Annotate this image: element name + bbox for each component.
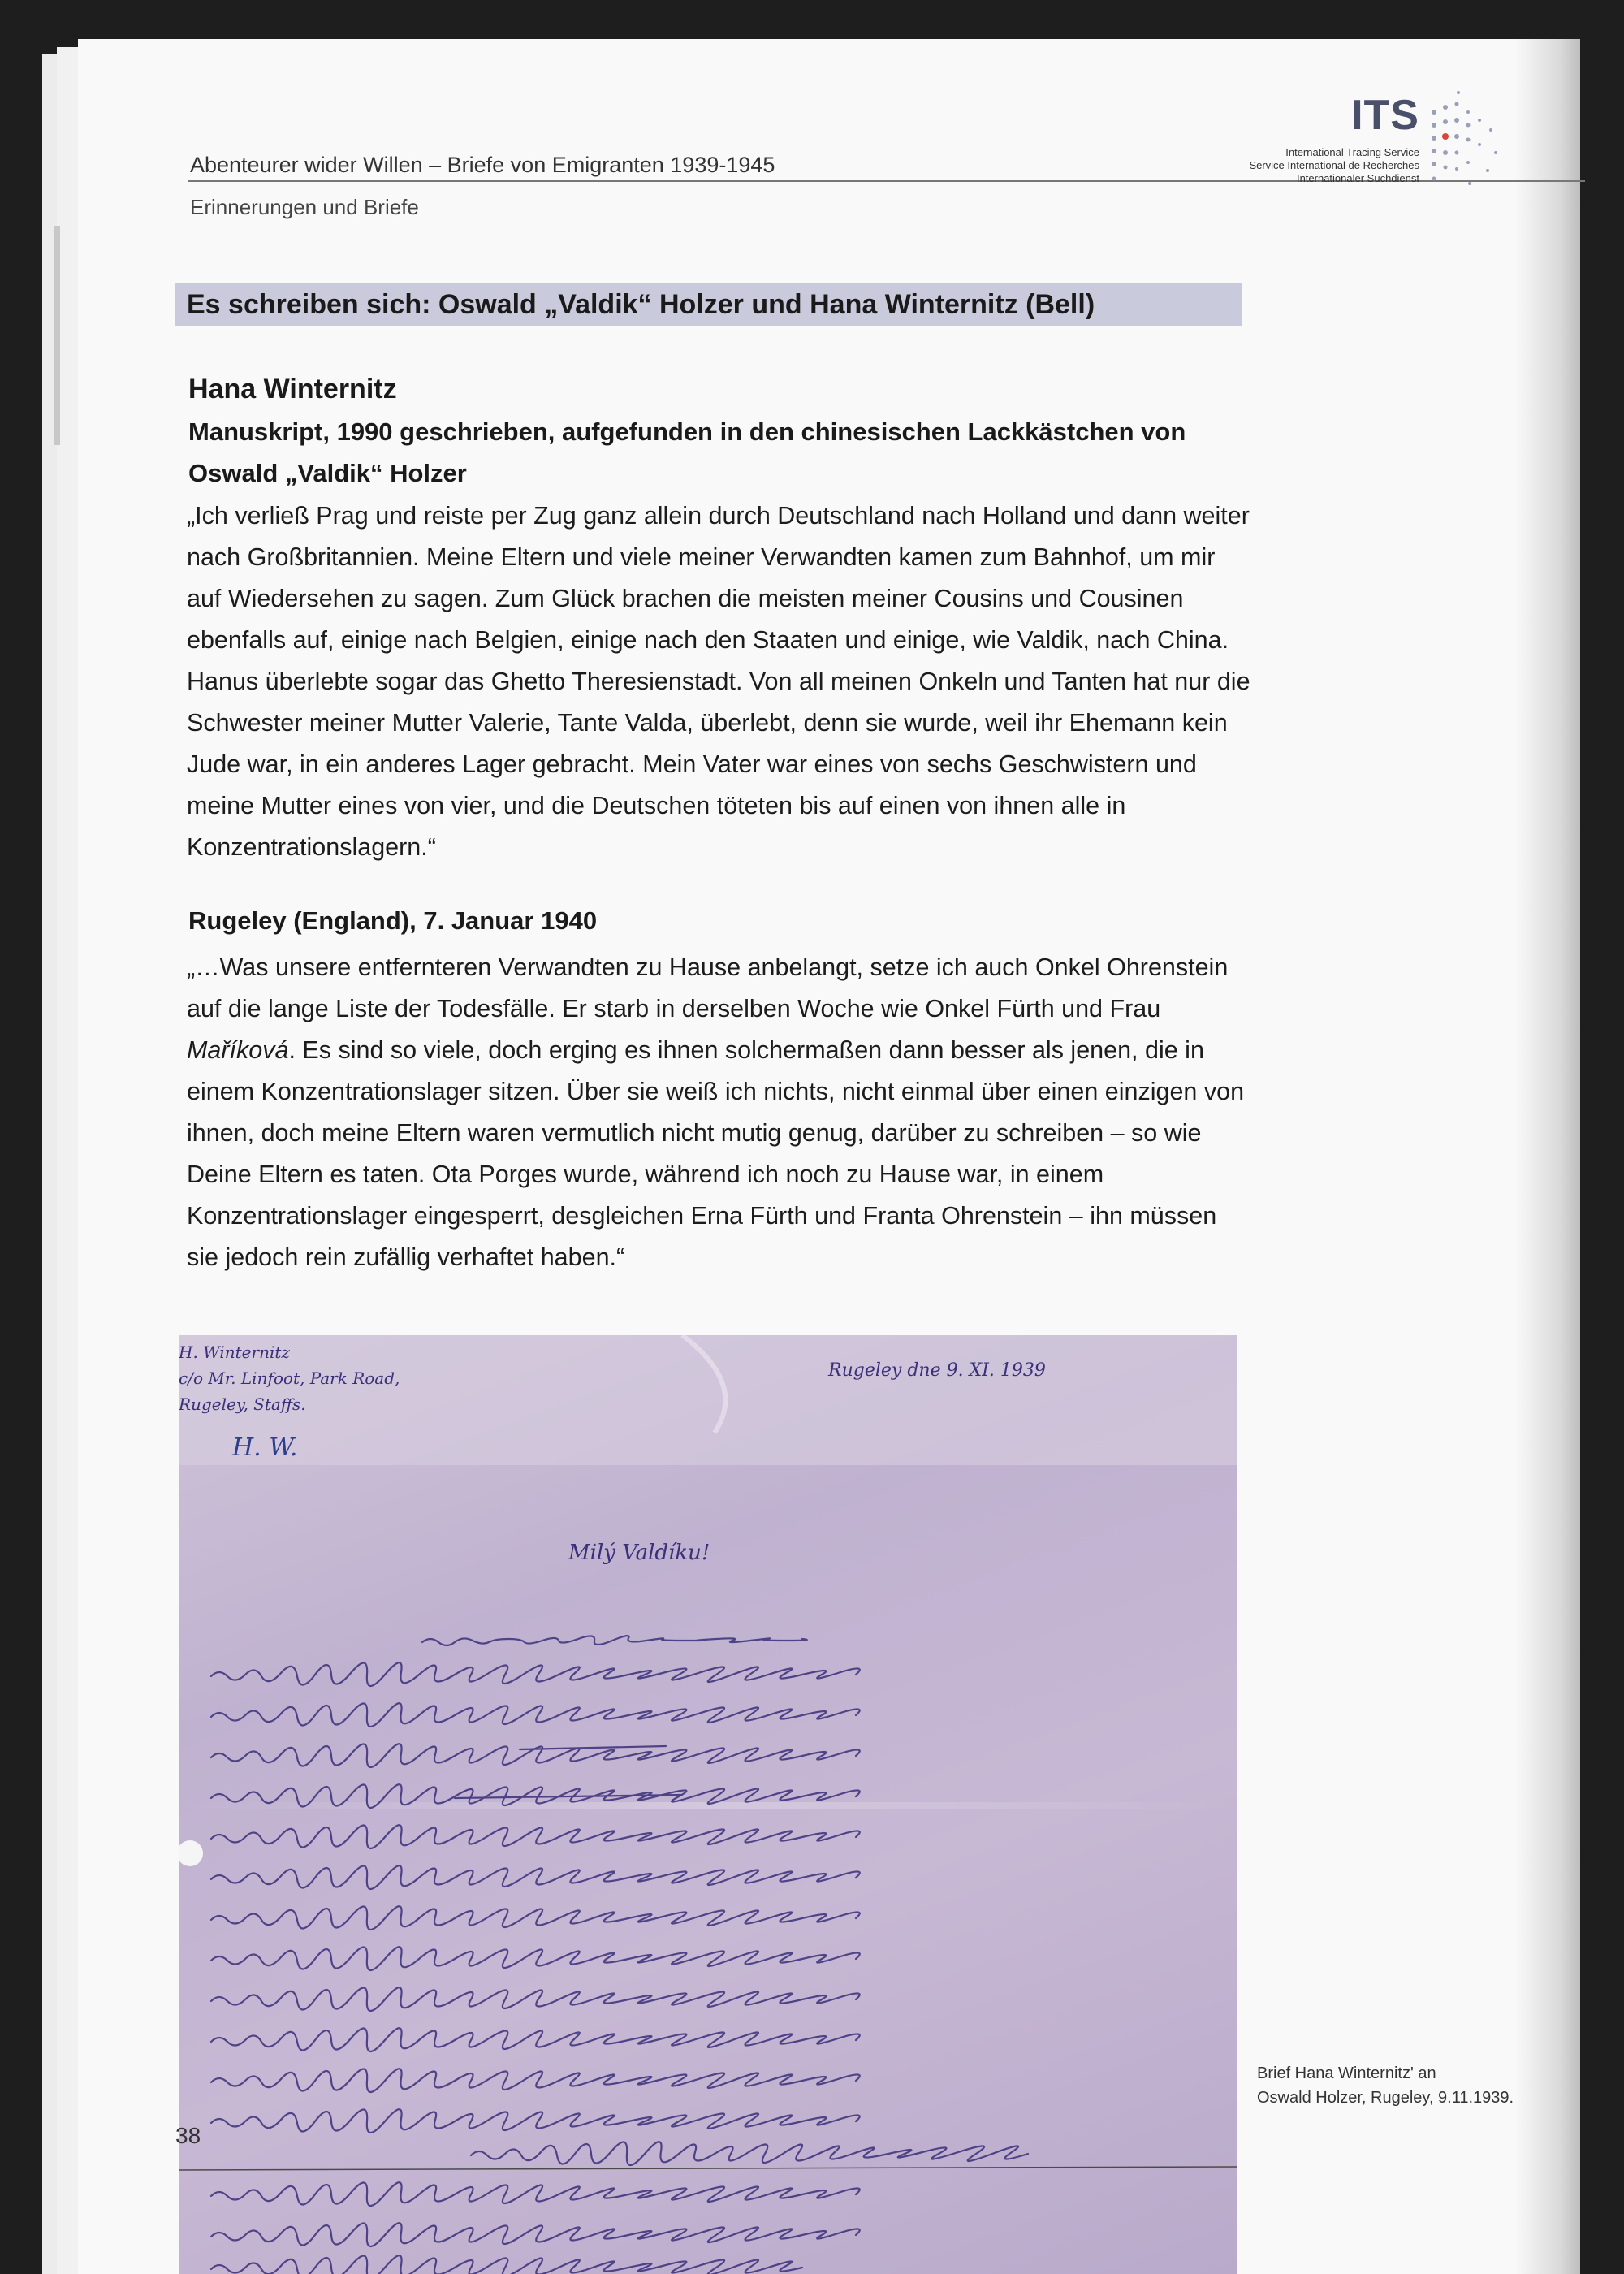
letter-sender-line-3: Rugeley, Staffs. — [179, 1394, 306, 1414]
author-heading: Hana Winternitz — [188, 374, 397, 404]
page-number: 38 — [175, 2123, 201, 2148]
its-logo-line-2: Service International de Recherches — [1249, 159, 1419, 171]
quote-paragraph-2 — [187, 947, 1250, 1278]
article-title: Es schreiben sich: Oswald „Valdik“ Holzer und Hana Winternitz (Bell) — [187, 289, 1095, 320]
section-label: Erinnerungen und Briefe — [190, 195, 419, 219]
article-title-band — [175, 283, 1242, 326]
caption-line-2: Oswald Holzer, Rugeley, 9.11.1939. — [1257, 2089, 1514, 2107]
quote-2-part-b: . Es sind so viele, doch erging es ihnen solchermaßen dann besser als jenen, die in einem Konzentrationslager sitzen. Über sie weiß ich nichts, nicht einmal über einen einzigen von ihnen, doch meine Eltern waren vermutlich nicht mutig genug, darüber zu schreiben – so wie Deine Eltern es taten. Ota Porges wurde, während ich noch zu Hause war, in einem Konzentrationslager eingesperrt, desgleichen Erna Fürth und Franta Ohrenstein – ihn müssen sie jedoch rein zufällig verhaftet haben.“ — [187, 1036, 1245, 1271]
letter-ruled-line — [179, 2167, 1237, 2170]
manuscript-subheading: Manuskript, 1990 geschrieben, aufgefunden in den chinesischen Lackkästchen von Oswald „Valdik“ Holzer — [188, 417, 1186, 487]
handwritten-letter-image — [179, 1335, 1237, 2274]
page-edge-shadow — [54, 226, 60, 445]
running-head: Abenteurer wider Willen – Briefe von Emigranten 1939-1945 — [190, 153, 775, 177]
its-accent-dot — [1442, 133, 1449, 140]
letter-salutation: Milý Valdíku! — [568, 1541, 710, 1565]
figure-caption — [1257, 2061, 1549, 2110]
its-logo-line-1: International Tracing Service — [1285, 146, 1419, 158]
punch-hole — [179, 1840, 203, 1866]
quote-paragraph-1: „Ich verließ Prag und reiste per Zug ganz allein durch Deutschland nach Holland und dann weiter nach Großbritannien. Meine Eltern und viele meiner Verwandten kamen zum Bahnhof, um mir auf Wiedersehen zu sagen. Zum Glück brachen die meisten meiner Cousins und Cousinen ebenfalls auf, einige nach Belgien, einige nach den Staaten und einige, wie Valdik, nach China. Hanus überlebte sogar das Ghetto Theresienstadt. Von all meinen Onkeln und Tanten hat nur die Schwester meiner Mutter Valerie, Tante Valda, überlebt, denn sie wurde, weil ihr Ehemann kein Jude war, in ein anderes Lager gebracht. Mein Vater war eines von sechs Geschwistern und meine Mutter eines von vier, und die Deutschen töteten bis auf einen von ihnen alle in Konzentrationslagern.“ — [187, 502, 1250, 861]
handwritten-lines — [211, 1636, 1028, 2274]
letter-scan — [179, 1335, 1237, 2274]
caption-line-1: Brief Hana Winternitz' an — [1257, 2064, 1436, 2082]
letter-date: Rugeley dne 9. XI. 1939 — [828, 1360, 1046, 1381]
its-dots-icon — [1418, 88, 1507, 193]
its-logo — [1158, 80, 1515, 201]
letter-sender-line-1: H. Winternitz — [179, 1342, 290, 1362]
book-page — [78, 39, 1580, 2274]
letter-sender-line-2: c/o Mr. Linfoot, Park Road, — [179, 1368, 400, 1388]
letter-annotation: H. W. — [232, 1433, 298, 1462]
quote-2-part-a: „…Was unsere entfernteren Verwandten zu Hause anbelangt, setze ich auch Onkel Ohrenstein auf die lange Liste der Todesfälle. Er starb in derselben Woche wie Onkel Fürth und Frau — [187, 953, 1229, 1022]
quote-2-name: Maříková — [187, 1036, 289, 1064]
page-fold-shadow — [1515, 39, 1580, 2274]
letter-place-date: Rugeley (England), 7. Januar 1940 — [188, 906, 598, 935]
its-logo-word: ITS — [1351, 92, 1419, 139]
its-logo-line-3: Internationaler Suchdienst — [1296, 172, 1419, 184]
